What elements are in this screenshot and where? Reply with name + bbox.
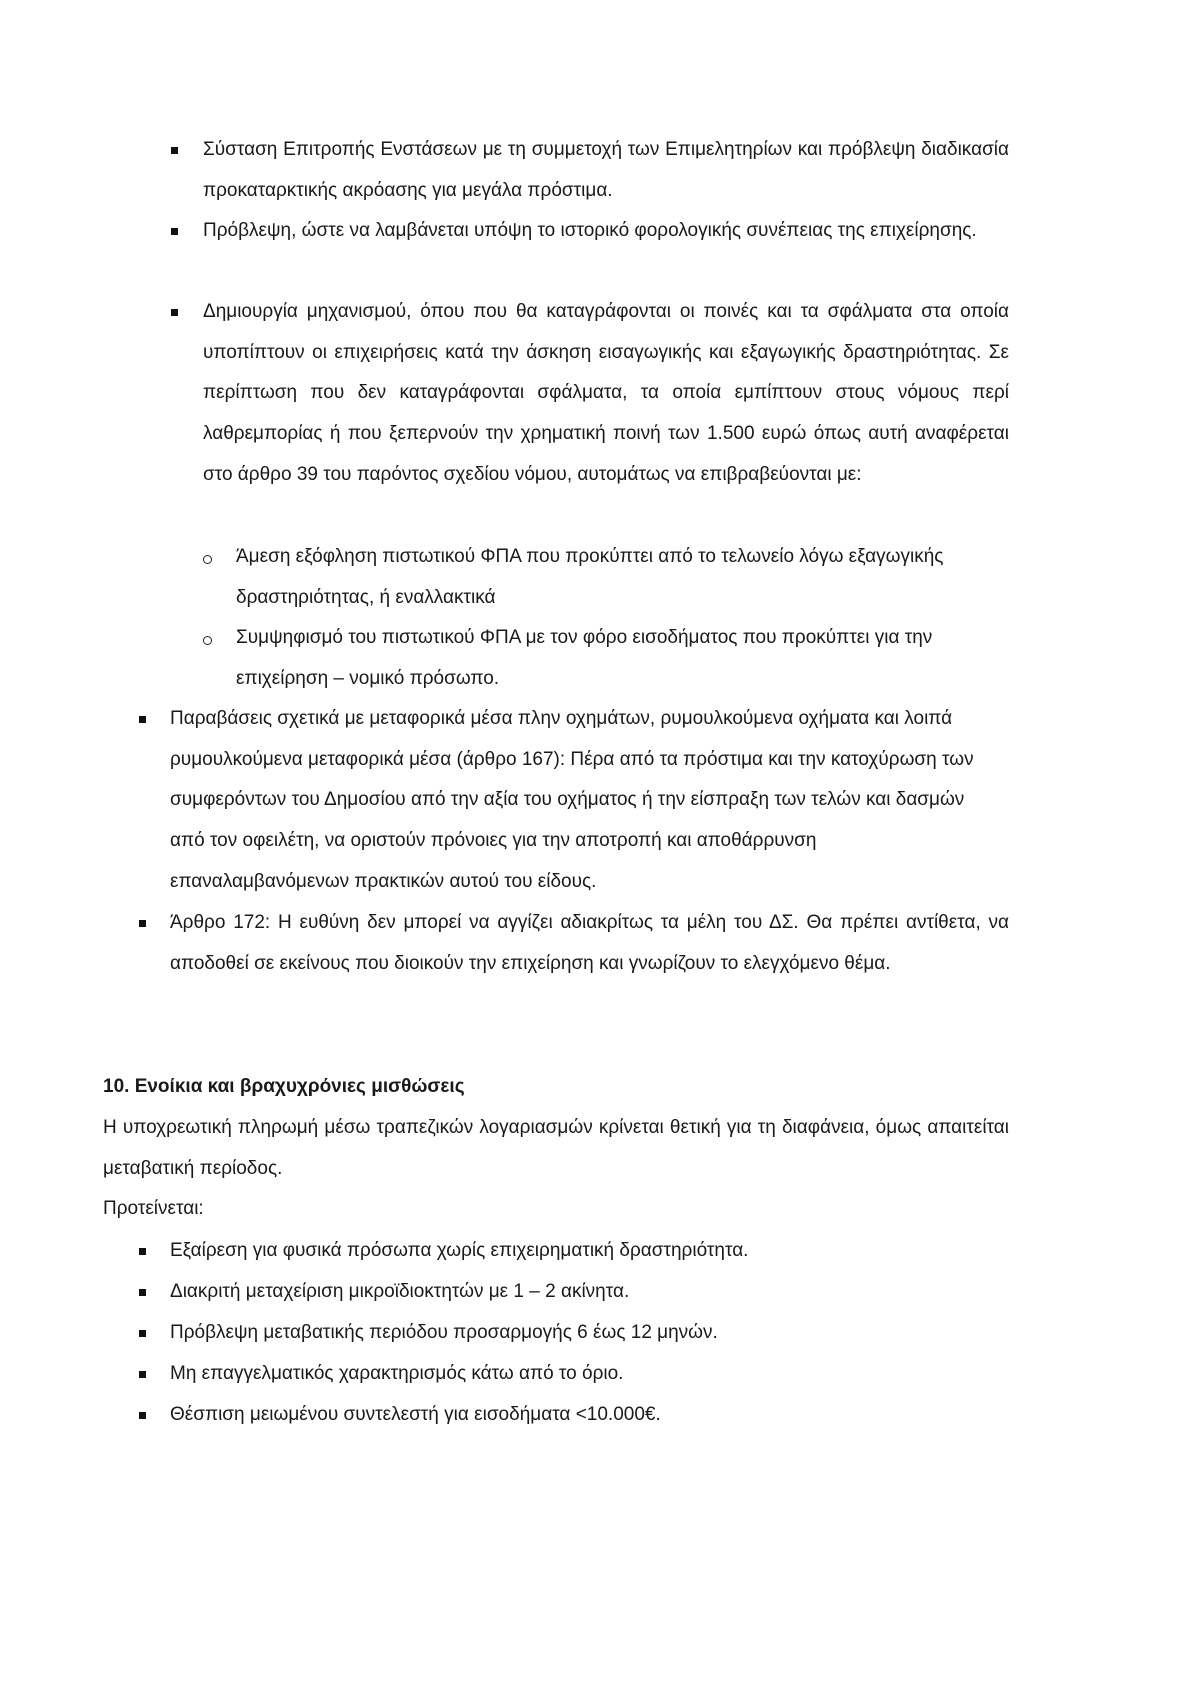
sub-bullet-1: Άμεση εξόφληση πιστωτικού ΦΠΑ που προκύπτει από το τελωνείο λόγω εξαγωγικής δραστηριότητας, ή εναλλακτικά [236, 546, 944, 608]
square-bullet-icon [171, 228, 178, 235]
square-bullet-icon [171, 147, 178, 154]
square-bullet-icon [139, 920, 146, 927]
section-bullet-5: Θέσπιση μειωμένου συντελεστή για εισοδήματα <10.000€. [170, 1404, 661, 1425]
sub-bullet-2: Συμψηφισμό του πιστωτικού ΦΠΑ με τον φόρο εισοδήματος που προκύπτει για την επιχείρηση – νομικό πρόσωπο. [236, 627, 933, 689]
section-paragraph: Η υποχρεωτική πληρωμή μέσω τραπεζικών λογαριασμών κρίνεται θετική για τη διαφάνεια, όμως απαιτείται μεταβατική περίοδος. [103, 1117, 1009, 1179]
outer-bullet-1: Παραβάσεις σχετικά με μεταφορικά μέσα πλην οχημάτων, ρυμουλκούμενα οχήματα και λοιπά ρυμουλκούμενα μεταφορικά μέσα (άρθρο 167): Πέρα από τα πρόστιμα και την κατοχύρωση των συμφερόντων του Δημοσίου από την αξία του οχήματος ή την είσπραξη των τελών και δασμών από τον οφειλέτη, να οριστούν πρόνοιες για την αποτροπή και αποθάρρυνση επαναλαμβανόμενων πρακτικών αυτού του είδους. [170, 708, 974, 892]
section-heading: 10. Ενοίκια και βραχυχρόνιες μισθώσεις [103, 1076, 465, 1097]
square-bullet-icon [139, 1330, 146, 1337]
square-bullet-icon [139, 1248, 146, 1255]
square-bullet-icon [139, 1289, 146, 1296]
outer-bullet-2: Άρθρο 172: Η ευθύνη δεν μπορεί να αγγίζει αδιακρίτως τα μέλη του ΔΣ. Θα πρέπει αντίθετα, να αποδοθεί σε εκείνους που διοικούν την επιχείρηση και γνωρίζουν το ελεγχόμενο θέμα. [170, 912, 1009, 974]
square-bullet-icon [139, 1371, 146, 1378]
section-lead: Προτείνεται: [103, 1198, 204, 1219]
inner-bullet-3: Δημιουργία μηχανισμού, όπου που θα καταγράφονται οι ποινές και τα σφάλματα στα οποία υποπίπτουν οι επιχειρήσεις κατά την άσκηση εισαγωγικής και εξαγωγικής δραστηριότητας. Σε περίπτωση που δεν καταγράφονται σφάλματα, τα οποία εμπίπτουν στους νόμους περί λαθρεμπορίας ή που ξεπερνούν την χρηματική ποινή των 1.500 ευρώ όπως αυτή αναφέρεται στο άρθρο 39 του παρόντος σχεδίου νόμου, αυτομάτως να επιβραβεύονται με: [203, 301, 1009, 485]
square-bullet-icon [171, 309, 178, 316]
square-bullet-icon [139, 1412, 146, 1419]
section-bullet-1: Εξαίρεση για φυσικά πρόσωπα χωρίς επιχειρηματική δραστηριότητα. [170, 1240, 749, 1261]
square-bullet-icon [139, 716, 146, 723]
inner-bullet-2: Πρόβλεψη, ώστε να λαμβάνεται υπόψη το ιστορικό φορολογικής συνέπειας της επιχείρησης. [203, 220, 977, 241]
section-bullet-3: Πρόβλεψη μεταβατικής περιόδου προσαρμογής 6 έως 12 μηνών. [170, 1322, 718, 1343]
section-bullet-4: Μη επαγγελματικός χαρακτηρισμός κάτω από το όριο. [170, 1363, 624, 1384]
section-bullet-2: Διακριτή μεταχείριση μικροϊδιοκτητών με 1 – 2 ακίνητα. [170, 1281, 630, 1302]
circle-bullet-icon [203, 555, 212, 564]
circle-bullet-icon [203, 636, 212, 645]
inner-bullet-1: Σύσταση Επιτροπής Ενστάσεων με τη συμμετοχή των Επιμελητηρίων και πρόβλεψη διαδικασία προκαταρκτικής ακρόασης για μεγάλα πρόστιμα. [203, 139, 1009, 201]
